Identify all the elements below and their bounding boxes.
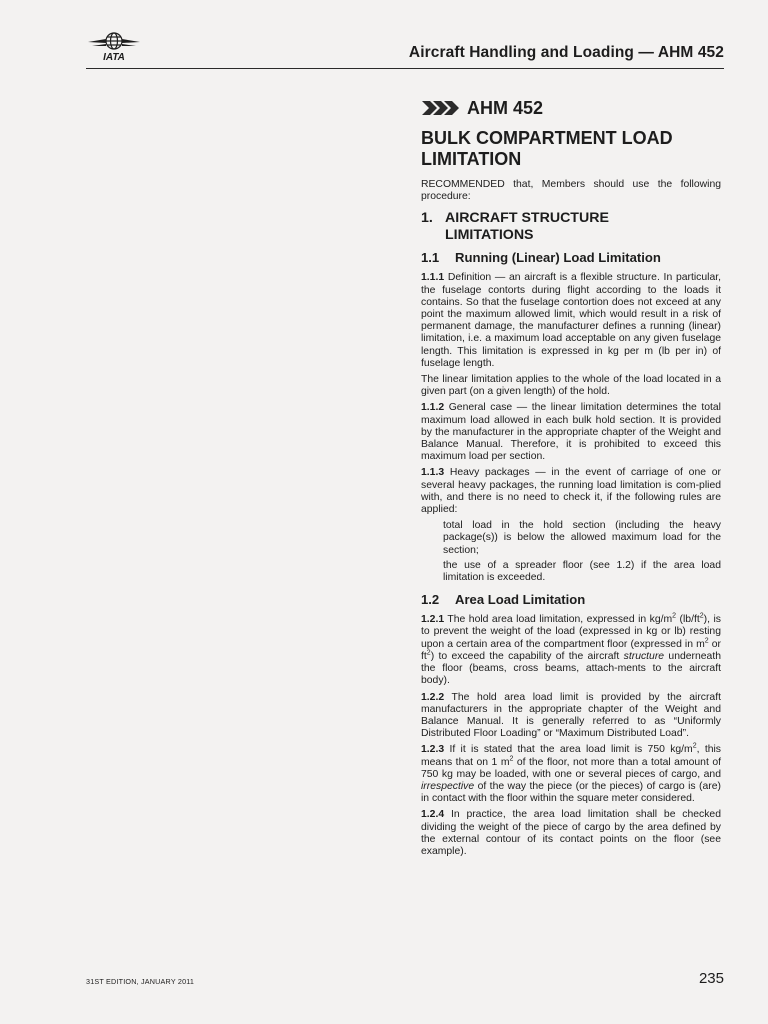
heading-1-2-number: 1.2 bbox=[421, 592, 440, 608]
page-number: 235 bbox=[698, 970, 724, 987]
paragraph-number: 1.2.4 bbox=[421, 809, 445, 821]
heading-1-2-title: Area Load Limitation bbox=[455, 592, 586, 608]
paragraph-text: Definition — an aircraft is a flexible structure. In particular, the fuselage contorts during flight according to the loads it contains. So that the fuselage contortion does not exceed at any point the maximum allowed limit, which would result in a risk of permanent damage, the manufacturer defines a running (linear) limitation, i.e. a maximum load acceptable on any given fuselage length. This limitation is expressed in kg per m (lb per in) of fuselage length. bbox=[421, 272, 721, 369]
italic-term: structure bbox=[623, 650, 665, 662]
heading-1-1-number: 1.1 bbox=[421, 250, 440, 266]
page-title-line2: LIMITATION bbox=[421, 149, 522, 169]
paragraph-linear-limitation: The linear limitation applies to the whole of the load located in a given part (on a given length) of the hold. bbox=[421, 374, 721, 398]
iata-logo-text: IATA bbox=[103, 52, 125, 62]
header-divider bbox=[86, 68, 724, 69]
paragraph-1-1-1 bbox=[421, 272, 721, 370]
paragraph-text: If it is stated that the area load limit is 750 kg/m bbox=[444, 744, 693, 756]
paragraph-text: In practice, the area load limitation shall be checked dividing the weight of the piece of cargo by the area defined by the external contour of its contact points on the floor (see example). bbox=[421, 809, 721, 857]
paragraph-text: (lb/ft bbox=[676, 614, 700, 626]
section-code: AHM 452 bbox=[467, 97, 544, 118]
iata-globe-icon bbox=[86, 30, 142, 62]
superscript: 2 bbox=[426, 649, 431, 657]
superscript: 2 bbox=[672, 612, 677, 620]
rule-item-2: the use of a spreader floor (see 1.2) if the area load limitation is exceeded. bbox=[443, 559, 721, 584]
paragraph-text: The hold area load limit is provided by the aircraft manufacturers in the appropriate chapter of the Weight and Balance Manual. It is generally referred to as “Uniformly Distributed Floor Loading” or “Maximum Distributed Load”. bbox=[421, 691, 721, 740]
paragraph-text: ), is to prevent the weight of the load (expressed in kg or lb) resting upon a certain area of the compartment floor (expressed in m bbox=[421, 614, 721, 650]
superscript: 2 bbox=[704, 637, 709, 645]
section-code-line bbox=[421, 98, 721, 118]
paragraph-1-2-3 bbox=[421, 744, 721, 805]
paragraph-text: , this means that on 1 m bbox=[421, 744, 721, 768]
paragraph-number: 1.1.3 bbox=[421, 467, 445, 479]
paragraph-1-1-2 bbox=[421, 402, 721, 463]
paragraph-text: underneath the floor (beams, cross beams, attach-ments to the aircraft body). bbox=[421, 650, 721, 687]
paragraph-text: of the floor, not more than a total amount of 750 kg may be loaded, with one or several pieces of cargo, and bbox=[421, 756, 721, 780]
paragraph-text: ) to exceed the capability of the aircraft bbox=[430, 650, 624, 662]
superscript: 2 bbox=[509, 755, 514, 763]
paragraph-text: of the way the piece (or the pieces) of cargo is (are) in contact with the floor within the square meter considered. bbox=[421, 780, 721, 805]
heading-1 bbox=[421, 210, 721, 244]
rule-item-1: total load in the hold section (including the heavy package(s)) is below the allowed maximum load for the section; bbox=[443, 520, 721, 556]
paragraph-1-2-2 bbox=[421, 692, 721, 741]
paragraph-number: 1.2.3 bbox=[421, 744, 445, 756]
heading-1-title-line2: LIMITATIONS bbox=[445, 227, 534, 244]
page-title-line1: BULK COMPARTMENT LOAD bbox=[421, 128, 673, 148]
paragraph-1-2-4 bbox=[421, 809, 721, 858]
paragraph-text: or ft bbox=[421, 638, 721, 662]
italic-term: irrespective bbox=[421, 780, 475, 792]
paragraph-1-2-1 bbox=[421, 614, 721, 687]
paragraph-text: Heavy packages — in the event of carriage of one or several heavy packages, the running load limitation is com-plied with, and there is no need to check it, if the following rules are applied: bbox=[421, 467, 721, 516]
heading-1-2 bbox=[421, 592, 721, 608]
heading-1-1 bbox=[421, 250, 721, 266]
main-column bbox=[421, 98, 721, 862]
paragraph-1-1-3 bbox=[421, 467, 721, 516]
heading-1-title-line1: AIRCRAFT STRUCTURE bbox=[445, 210, 609, 227]
heading-1-number: 1. bbox=[421, 210, 433, 227]
edition-footer: 31ST EDITION, JANUARY 2011 bbox=[86, 977, 195, 986]
paragraph-text: General case — the linear limitation determines the total maximum load allowed in each bulk hold section. It is provided by the manufacturer in the appropriate chapter of the Weight and Balance Manual. Therefore, it is prohibited to exceed this maximum load per section. bbox=[421, 402, 721, 463]
chevron-arrows-icon bbox=[421, 98, 461, 118]
paragraph-number: 1.2.2 bbox=[421, 691, 445, 703]
paragraph-number: 1.2.1 bbox=[421, 614, 445, 626]
superscript: 2 bbox=[692, 742, 697, 750]
intro-paragraph: RECOMMENDED that, Members should use the following procedure: bbox=[421, 179, 721, 203]
superscript: 2 bbox=[699, 612, 704, 620]
iata-logo bbox=[86, 30, 142, 62]
heading-1-1-title: Running (Linear) Load Limitation bbox=[455, 250, 661, 266]
running-header-title: Aircraft Handling and Loading — AHM 452 bbox=[408, 44, 724, 61]
paragraph-number: 1.1.1 bbox=[421, 272, 445, 284]
paragraph-text: The hold area load limitation, expressed in kg/m bbox=[444, 614, 673, 626]
paragraph-number: 1.1.2 bbox=[421, 402, 445, 414]
page-title bbox=[421, 128, 721, 170]
